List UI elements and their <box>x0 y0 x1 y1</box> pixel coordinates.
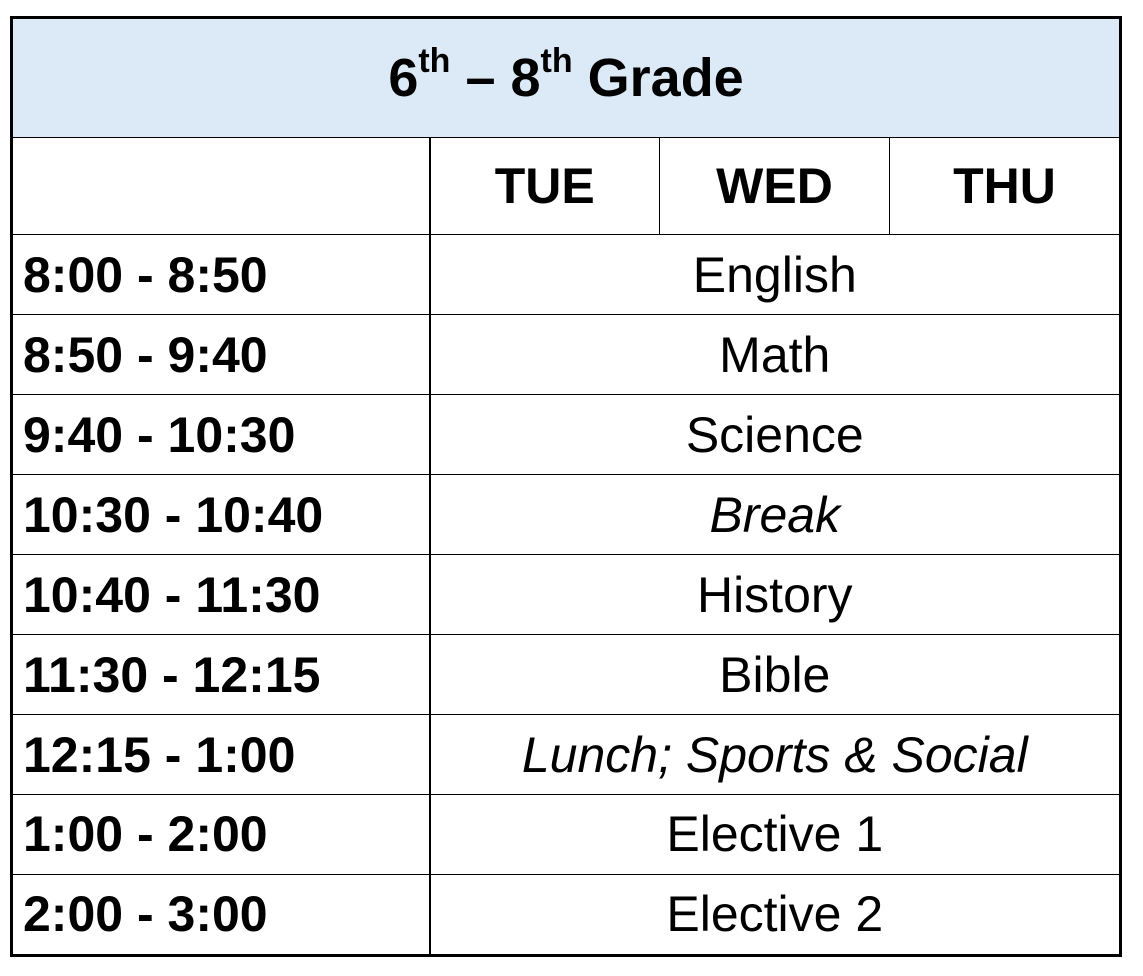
title-row <box>12 18 1121 138</box>
title-word: Grade <box>572 47 744 108</box>
period-time: 11:30 - 12:15 <box>12 635 430 715</box>
table-row <box>12 235 1121 315</box>
table-row <box>12 794 1121 874</box>
corner-cell <box>12 137 430 234</box>
period-subject: Break <box>430 475 1121 555</box>
schedule-title <box>12 18 1121 138</box>
period-subject: Bible <box>430 635 1121 715</box>
period-time: 9:40 - 10:30 <box>12 395 430 475</box>
period-time: 2:00 - 3:00 <box>12 874 430 955</box>
day-header-row <box>12 137 1121 234</box>
day-header-tue: TUE <box>430 137 660 234</box>
table-row <box>12 874 1121 955</box>
table-row <box>12 555 1121 635</box>
period-subject: Science <box>430 395 1121 475</box>
day-header-thu: THU <box>890 137 1121 234</box>
table-row <box>12 395 1121 475</box>
title-end-number: 8 <box>510 47 541 108</box>
period-subject: Lunch; Sports & Social <box>430 715 1121 795</box>
period-time: 12:15 - 1:00 <box>12 715 430 795</box>
table-row <box>12 315 1121 395</box>
period-time: 1:00 - 2:00 <box>12 794 430 874</box>
day-header-wed: WED <box>660 137 890 234</box>
title-end-suffix: th <box>540 42 573 81</box>
period-subject: Math <box>430 315 1121 395</box>
schedule-table <box>10 16 1122 957</box>
table-row <box>12 715 1121 795</box>
period-subject: History <box>430 555 1121 635</box>
period-time: 8:00 - 8:50 <box>12 235 430 315</box>
table-row <box>12 475 1121 555</box>
title-start-suffix: th <box>418 42 451 81</box>
period-subject: Elective 1 <box>430 794 1121 874</box>
period-subject: Elective 2 <box>430 874 1121 955</box>
period-subject: English <box>430 235 1121 315</box>
period-time: 10:30 - 10:40 <box>12 475 430 555</box>
table-row <box>12 635 1121 715</box>
period-time: 8:50 - 9:40 <box>12 315 430 395</box>
period-time: 10:40 - 11:30 <box>12 555 430 635</box>
title-dash: – <box>450 47 511 108</box>
title-start-number: 6 <box>388 47 419 108</box>
